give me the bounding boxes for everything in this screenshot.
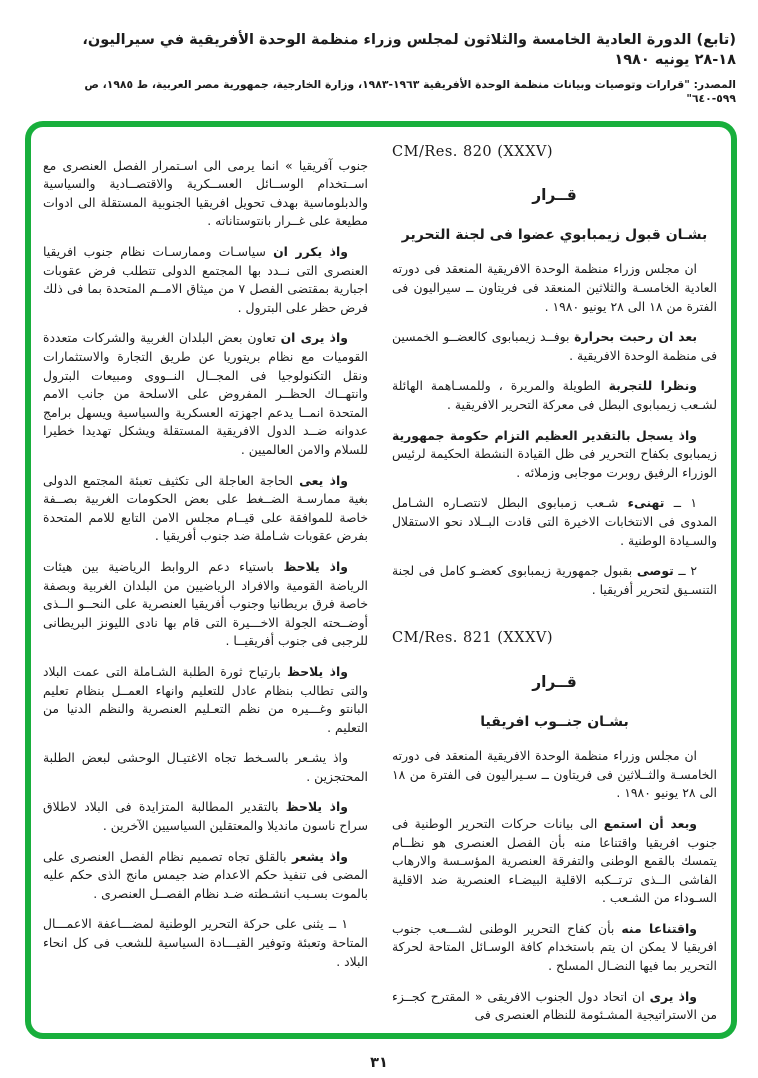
res821-paragraph: واذ يلاحظ بارتياح ثورة الطلبة الشـاملة التى عمت البلاد والتى تطالب بنظام عادل للتعليم وانهاء العمــل بنظام تعليم البانتو وغـــيره من نظم التعـليم العنصرية والنظم الدنيا من التعليم .	[43, 663, 368, 735]
page-header	[0, 0, 758, 106]
column-left	[43, 141, 368, 1023]
res821-paragraph: واذ يكرر ان سياسـات وممارسـات نظام جنوب افريقيا العنصرى التى نــدد بها المجتمع الدولى تتطلب فرض عقوبات اجبارية بمقتضى الفصل ٧ من ميثاق الامــم المتحدة بما فى ذلك فرض حظر على البترول .	[43, 244, 368, 315]
res821-paragraph: واذ يرى ان اتحاد دول الجنوب الافريقى « المقترح كجــزء من الاستراتيجية المشـئومة للنظام العنصرى فى	[392, 988, 717, 1023]
res820-paragraph: ان مجلس وزراء منظمة الوحدة الافريقية المنعقد فى دورته العادية الخامسـة والثلاثين المنعقد فى فريتاون ــ سيراليون فى الفترة من ١٨ الى ٢٨ يونيو ١٩٨٠ .	[392, 261, 717, 314]
column-right	[392, 141, 717, 1023]
res821-paragraph: واذ يعى الحاجة العاجلة الى تكثيف تعبئة المجتمع الدولى بغية ممارسـة الضــغط على بعض الحكومات الغربية بصــفة خاصة للموافقة على قيــام مجلس الامن التابع للامم المتحدة بفرض عقوبات شـاملة ضد جنوب أفريقيا .	[43, 472, 368, 544]
res820-operative-2: ٢ ــ توصى بقبول جمهورية زيمبابوى كعضـو كامل فى لجنة التنسـيق لتحرير أفريقيا .	[392, 563, 717, 597]
res820-paragraph: بعد ان رحبت بحرارة بوفــد زيمبابوى كالعضــو الخمسين فى منظمة الوحدة الافريقية .	[392, 329, 717, 363]
res821-continuation-paragraph: جنوب آفريقيا » انما يرمى الى اسـتمرار الفصل العنصرى مع اســتخدام الوســائل العســكرية والاقتصــادية والسياسية والدبلوماسية بهدف تحويل افريقيا الجنوبية المستقلة الى ادوات مطيعة على غــرار بانتوستاناته .	[43, 157, 368, 229]
resolution-821-ref: CM/Res. 821 (XXXV)	[392, 630, 554, 647]
resolution-820-title: قــرار	[532, 186, 577, 205]
page-footer	[0, 1052, 758, 1071]
res821-paragraph: واذ يلاحظ بالتقدير المطالبة المتزايدة فى البلاد لاطلاق سراح ناسون مانديلا والمعتقلين السياسيين الآخرين .	[43, 799, 368, 834]
res821-paragraph: واقتناعا منه بأن كفاح التحرير الوطنى لشـــعب جنوب افريقيا لا يمكن ان يتم باستخدام كافة الوسـائل المتاحة لحركة التحرير بما فيها النضـال المسلح .	[392, 920, 717, 974]
resolution-820-subtitle: بشـان قبول زيمبابوي عضوا فى لجنة التحرير	[401, 226, 708, 243]
res821-paragraph: واذ يلاحظ باستياء دعم الروابط الرياضية بين هيئات الرياضة القومية والافراد الرياضيين من البلدان الغربية وبصفة خاصة فرق بريطانيا وجنوب أفريقيا العنصرية على النحــو الــذى أوضــحته الجولة الاخـــيرة التى قام بها نادى الليونز البريطانى للرجبى فى جنوب أفريقيــا .	[43, 558, 368, 649]
page-number: ٣١	[370, 1054, 388, 1071]
res821-paragraph: وبعد أن استمع الى بيانات حركات التحرير الوطنية فى جنوب افريقيا واقتناعا منه بأن الفصل العنصرى هو نظــام يتمسك بالقمع الوطنى والتفرقة العنصرية المؤسـسة والارهاب الفاشى الــذى ترتــكبه الاقلية البيضـاء العنصرية ضد الاقلية السـوداء من الشـعب .	[392, 815, 717, 906]
res821-paragraph: واذ يشعر بالقلق تجاه تصميم نظام الفصل العنصرى على المضى فى تنفيذ حكم الاعدام ضد جيمس مانج الذى حكم عليه بالموت بسـبب انشـطته ضـد نظام الفصــل العنصرى .	[43, 848, 368, 901]
res821-paragraph: ان مجلس وزراء منظمة الوحدة الافريقية المنعقد فى دورته الخامسـة والثــلاثين فى فريتاون ــ سـيراليون فى الفترة من ١٨ الى ٢٨ يونيو ١٩٨٠ .	[392, 748, 717, 801]
res821-paragraph: واذ يشـعر بالسـخط تجاه الاغتيـال الوحشى لبعض الطلبة المحتجزين .	[43, 750, 368, 784]
res820-operative-1: ١ ــ تهنىء شـعب زمبابوى البطل لانتصـاره الشـامل المدوى فى الانتخابات الاخيرة التى قادت البــلاد نحو الاستقلال والسـيادة الوطنية .	[392, 495, 717, 548]
resolution-820-ref: CM/Res. 820 (XXXV)	[392, 143, 554, 160]
header-source-line: المصدر: "قرارات وتوصيات وبيانات منظمة الوحدة الأفريقية ١٩٦٣-١٩٨٣، وزارة الخارجية، جمهورية مصر العربية، ط ١٩٨٥، ص ٥٩٩-٦٤٠"	[84, 77, 736, 105]
res821-operative-1: ١ ــ يثنى على حركة التحرير الوطنية لمضـــاعفة الاعمـــال المتاحة وتعبئة وتوفير القيـــادة السياسية للشعب فى كل انحاء البلاد .	[43, 916, 368, 969]
resolution-821-subtitle: بشـان جنــوب افريقيا	[480, 713, 629, 730]
res820-paragraph: ونظرا للتجربة الطويلة والمريرة ، وللمسـاهمة الهائلة لشـعب زيمبابوى البطل فى معركة التحرير الافريقية .	[392, 378, 717, 412]
res820-paragraph: واذ يسجل بالتقدير العظيم التزام حكومة جمهورية زيمبابوى بكفاح التحرير فى ظل القيادة النشطة الحكيمة لرئيس الوزراء الرفيق روبرت موجابى وزملائه .	[392, 427, 717, 480]
resolution-821-title: قــرار	[532, 672, 577, 691]
header-session-line: (تابع) الدورة العادية الخامسة والثلاثون لمجلس وزراء منظمة الوحدة الأفريقية في سيراليون، ١٨-٢٨ يونيه ١٩٨٠	[82, 32, 736, 69]
green-frame	[25, 121, 737, 1039]
res821-paragraph: واذ يرى ان تعاون بعض البلدان الغربية والشركات متعددة القوميات مع نظام بريتوريا عن طريق التجارة والاستثمارات ونقل التكنولوجيا فى المجــال النــووى ومبيعات البترول وانتهــاك الحظــر المفروض على الاسلحة من جانب الامم المتحدة انمــا يدعم اجهزته العسكرية والسياسية ويسهل برامج عدوانه ضــد الدول الافريقية المستقلة ويشكل تهديدا خطيرا للسلام والامن العالميين .	[43, 330, 368, 457]
